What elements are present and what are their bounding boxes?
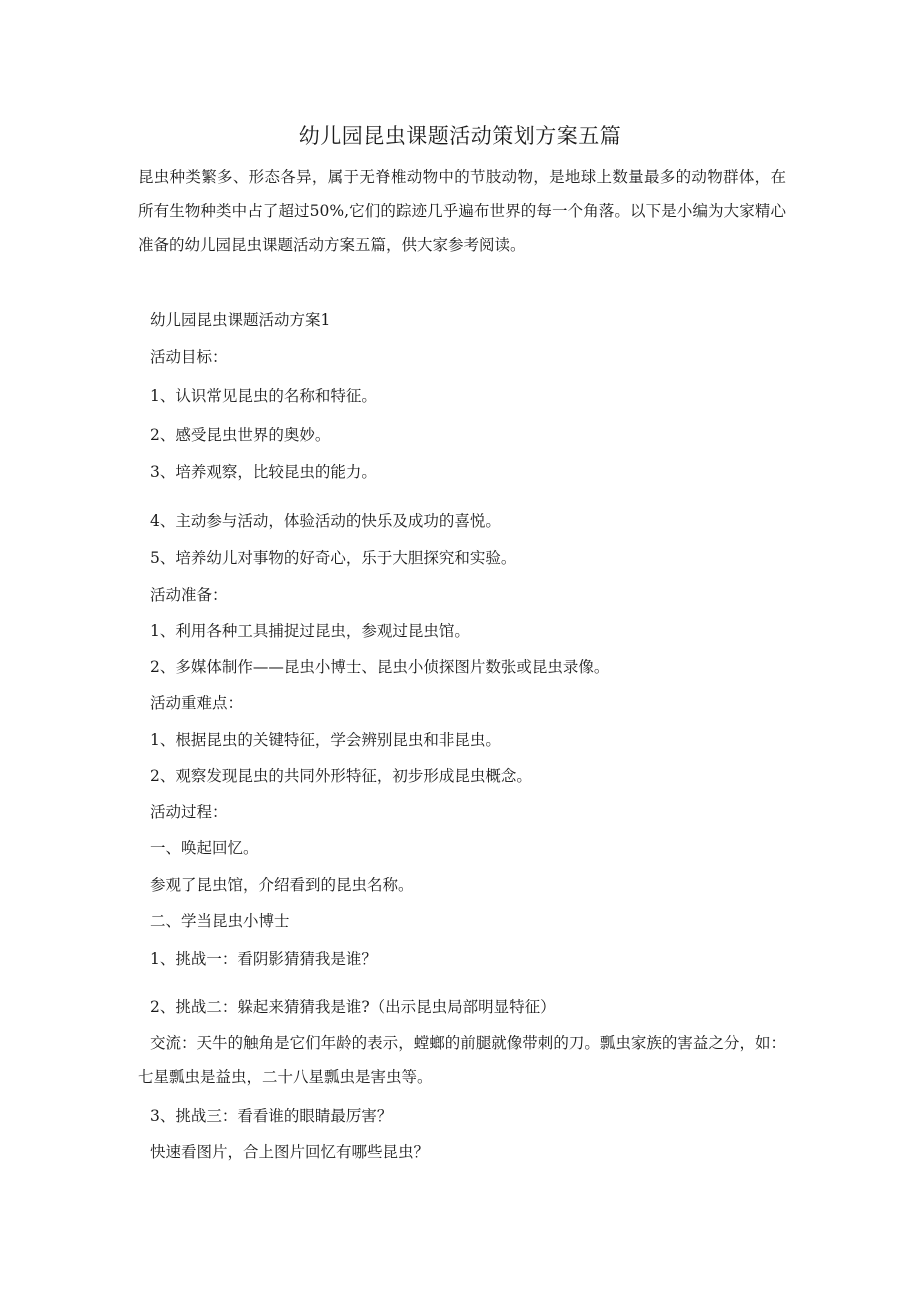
document-title: 幼儿园昆虫课题活动策划方案五篇 bbox=[298, 124, 622, 148]
list-item: 4、主动参与活动，体验活动的快乐及成功的喜悦。 bbox=[150, 512, 501, 530]
subheading-process: 活动过程： bbox=[150, 803, 228, 821]
list-item: 2、观察发现昆虫的共同外形特征，初步形成昆虫概念。 bbox=[150, 767, 532, 785]
intro-paragraph: 昆虫种类繁多、形态各异，属于无脊椎动物中的节肢动物，是地球上数量最多的动物群体，在所有生物种类中占了超过50%,它们的踪迹几乎遍布世界的每一个角落。以下是小编为大家精心准备的幼儿园昆虫课题活动方案五篇，供大家参考阅读。 bbox=[138, 168, 786, 254]
list-item: 3、挑战三：看看谁的眼睛最厉害？ bbox=[150, 1107, 393, 1125]
exchange-paragraph: 交流：天牛的触角是它们年龄的表示，螳螂的前腿就像带刺的刀。瓢虫家族的害益之分，如：七星瓢虫是益虫，二十八星瓢虫是害虫等。 bbox=[138, 1034, 786, 1086]
list-item: 1、利用各种工具捕捉过昆虫，参观过昆虫馆。 bbox=[150, 622, 470, 640]
list-item: 3、培养观察，比较昆虫的能力。 bbox=[150, 463, 377, 481]
list-item: 2、多媒体制作——昆虫小博士、昆虫小侦探图片数张或昆虫录像。 bbox=[150, 658, 610, 676]
subheading-key-points: 活动重难点： bbox=[150, 694, 244, 712]
paragraph-line: 参观了昆虫馆，介绍看到的昆虫名称。 bbox=[150, 876, 414, 894]
section-heading: 幼儿园昆虫课题活动方案1 bbox=[150, 311, 331, 329]
list-item: 5、培养幼儿对事物的好奇心，乐于大胆探究和实验。 bbox=[150, 549, 517, 567]
list-item: 2、感受昆虫世界的奥妙。 bbox=[150, 426, 331, 444]
paragraph-line: 快速看图片，合上图片回忆有哪些昆虫？ bbox=[150, 1143, 430, 1161]
list-item: 1、挑战一：看阴影猜猜我是谁？ bbox=[150, 950, 377, 968]
list-item: 1、根据昆虫的关键特征，学会辨别昆虫和非昆虫。 bbox=[150, 731, 501, 749]
subheading-preparation: 活动准备： bbox=[150, 586, 228, 604]
list-item: 2、挑战二：躲起来猜猜我是谁?（出示昆虫局部明显特征） bbox=[150, 998, 556, 1016]
list-item: 二、学当昆虫小博士 bbox=[150, 912, 290, 930]
list-item: 一、唤起回忆。 bbox=[150, 839, 259, 857]
list-item: 1、认识常见昆虫的名称和特征。 bbox=[150, 387, 377, 405]
subheading-goals: 活动目标： bbox=[150, 348, 228, 366]
